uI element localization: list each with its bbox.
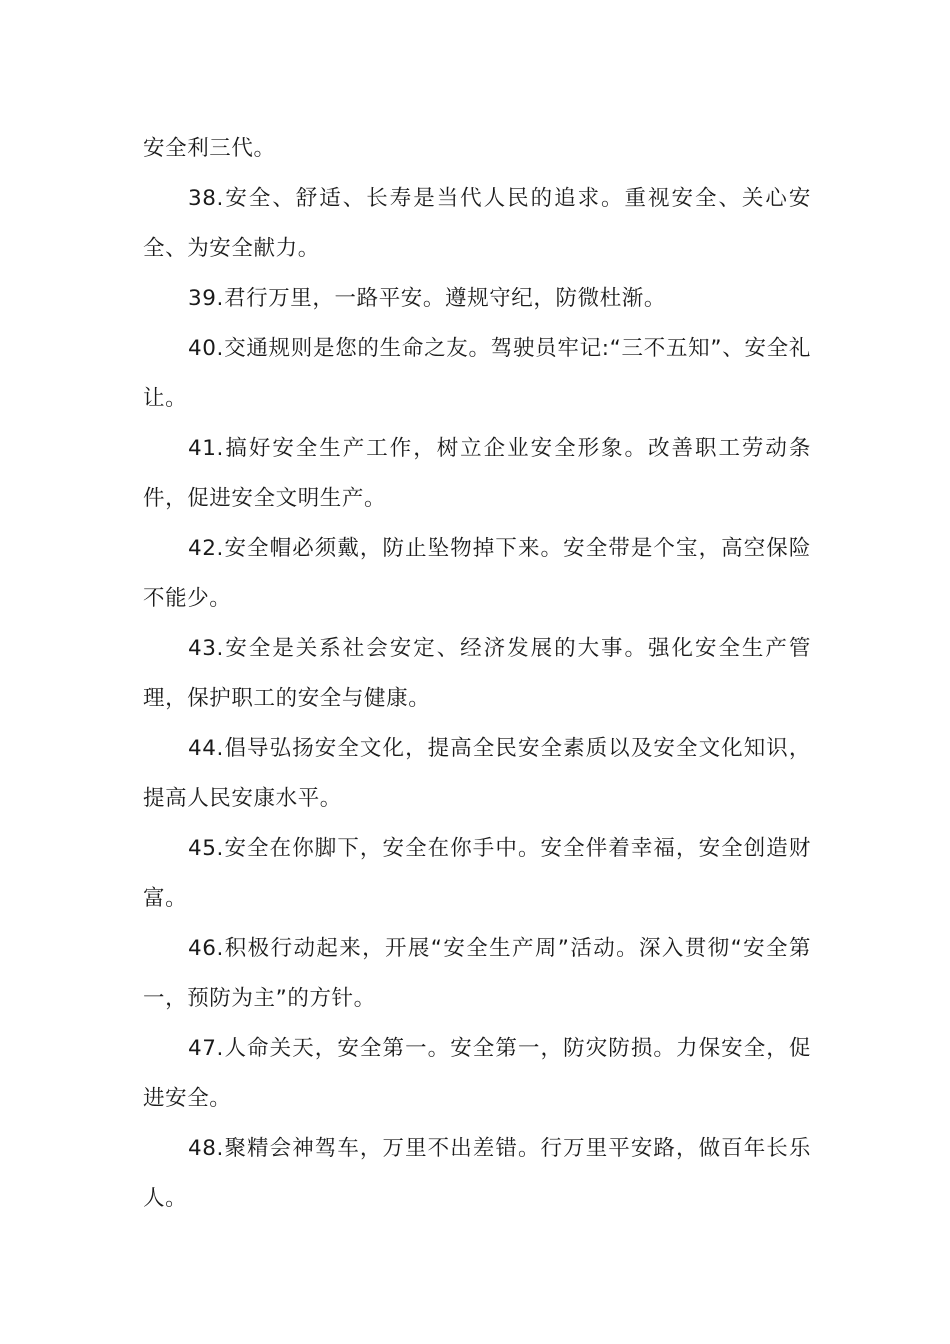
paragraph-48: 48.聚精会神驾车，万里不出差错。行万里平安路，做百年长乐人。 <box>143 1136 811 1211</box>
paragraph-43: 43.安全是关系社会安定、经济发展的大事。强化安全生产管理，保护职工的安全与健康。 <box>143 636 811 711</box>
paragraph-0: 安全利三代。 <box>143 136 276 161</box>
paragraph-45: 45.安全在你脚下，安全在你手中。安全伴着幸福，安全创造财富。 <box>143 836 811 911</box>
paragraph-40: 40.交通规则是您的生命之友。驾驶员牢记:“三不五知”、安全礼让。 <box>143 336 811 411</box>
paragraph-42: 42.安全帽必须戴，防止坠物掉下来。安全带是个宝，高空保险不能少。 <box>143 536 811 611</box>
paragraph-47: 47.人命关天，安全第一。安全第一，防灾防损。力保安全，促进安全。 <box>143 1036 811 1111</box>
paragraph-39: 39.君行万里，一路平安。遵规守纪，防微杜渐。 <box>188 286 666 311</box>
paragraph-46: 46.积极行动起来，开展“安全生产周”活动。深入贯彻“安全第一，预防为主”的方针。 <box>143 936 811 1011</box>
document-body <box>143 124 811 1224</box>
paragraph-44: 44.倡导弘扬安全文化，提高全民安全素质以及安全文化知识，提高人民安康水平。 <box>143 736 811 811</box>
paragraph-41: 41.搞好安全生产工作，树立企业安全形象。改善职工劳动条件，促进安全文明生产。 <box>143 436 811 511</box>
paragraph-38: 38.安全、舒适、长寿是当代人民的追求。重视安全、关心安全、为安全献力。 <box>143 186 811 261</box>
